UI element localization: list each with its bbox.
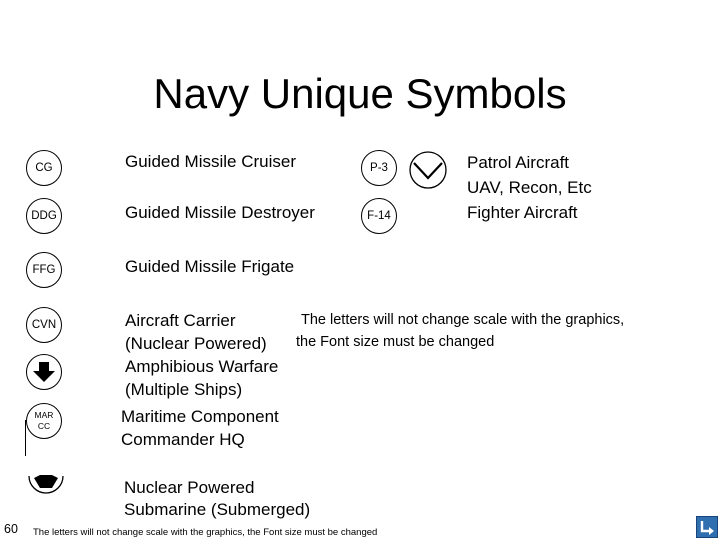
ddg-symbol: [26, 198, 62, 234]
cvn-description-line2: (Nuclear Powered): [125, 334, 267, 353]
p3-code: P-3: [370, 162, 388, 174]
ffg-description: Guided Missile Frigate: [125, 257, 295, 276]
mar-cc-code-line1: MAR: [34, 410, 54, 420]
scale-note-line1: The letters will not change scale with the graphics,: [301, 312, 625, 328]
cg-code: CG: [35, 162, 53, 174]
submarine-description-line2: Submarine (Submerged): [124, 500, 311, 519]
slide-title: Navy Unique Symbols: [153, 70, 567, 117]
navigation-return-icon: [697, 517, 717, 537]
cvn-symbol: [26, 307, 62, 343]
ddg-description: Guided Missile Destroyer: [125, 203, 315, 222]
mar-cc-symbol: [26, 403, 62, 439]
amphibious-symbol: [26, 354, 62, 390]
ffg-code: FFG: [32, 264, 56, 276]
uav-v-icon: [408, 150, 448, 190]
p3-symbol: [361, 150, 397, 186]
mar-cc-description-line2: Commander HQ: [121, 430, 245, 449]
cg-description: Guided Missile Cruiser: [125, 152, 296, 171]
submarine-description-line1: Nuclear Powered: [124, 478, 255, 497]
hq-staff-line: [25, 420, 26, 456]
scale-note-line2: the Font size must be changed: [296, 334, 495, 350]
fighter-aircraft-label: Fighter Aircraft: [467, 203, 578, 222]
submarine-icon: [26, 472, 66, 500]
patrol-aircraft-label: Patrol Aircraft: [467, 153, 570, 172]
f14-code: F-14: [367, 210, 391, 222]
navigation-return-button[interactable]: [696, 516, 718, 538]
mar-cc-code-line2: CC: [37, 421, 51, 431]
cvn-description-line1: Aircraft Carrier: [125, 311, 236, 330]
uav-label: UAV, Recon, Etc: [467, 178, 592, 197]
f14-symbol: [361, 198, 397, 234]
mar-cc-description-line1: Maritime Component: [121, 407, 279, 426]
mar-cc-code: [35, 410, 54, 432]
amphibious-arrow-icon: [32, 361, 56, 383]
footer-note: The letters will not change scale with the graphics, the Font size must be changed: [33, 527, 378, 538]
page-number: 60: [4, 522, 18, 536]
cg-symbol: [26, 150, 62, 186]
amphibious-description-line2: (Multiple Ships): [125, 380, 243, 399]
ffg-symbol: [26, 252, 62, 288]
cvn-code: CVN: [31, 319, 57, 331]
ddg-code: DDG: [31, 210, 57, 222]
amphibious-description-line1: Amphibious Warfare: [125, 357, 279, 376]
